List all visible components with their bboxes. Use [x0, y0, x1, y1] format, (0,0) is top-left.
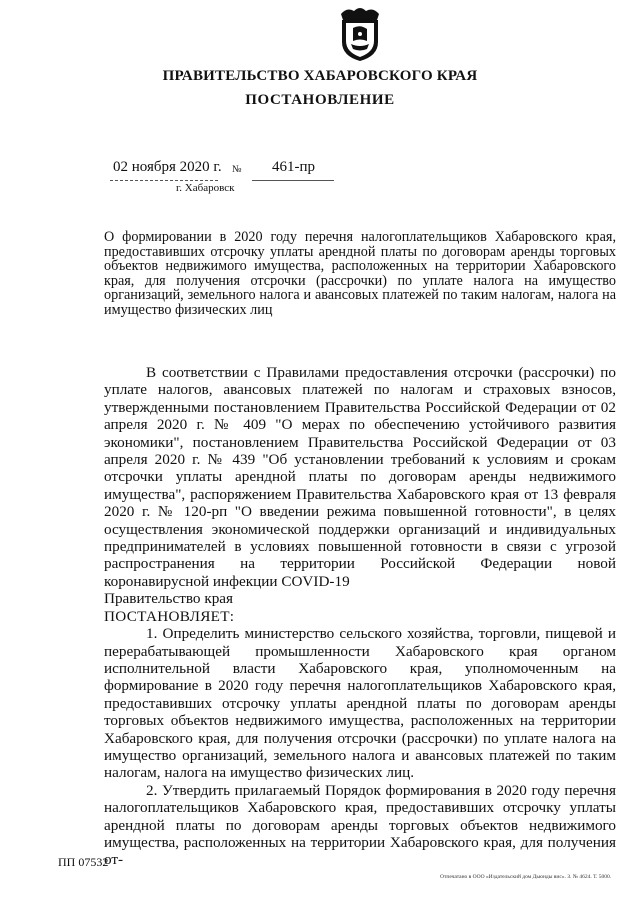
- document-body: [104, 364, 616, 869]
- printer-note: Отпечатано в ООО «Издательский дом Дьюнды вис». З. № 4624. Т. 5000.: [440, 874, 612, 880]
- item-1-paragraph: 1. Определить министерство сельского хозяйства, торговли, пищевой и перерабатывающей промышленности Хабаровского края органом исполнительной власти Хабаровского края, уполномоченным на формирование в 2020 году перечня налогоплательщиков Хабаровского края, предоставивших отсрочку уплаты арендной платы по договорам аренды торговых объектов недвижимого имущества, расположенных на территории Хабаровского края, для получения отсрочки (рассрочки) по уплате налога на имущество организаций, земельного налога и авансовых платежей по таким налогам, налога на имущество физических лиц.: [104, 625, 616, 782]
- document-type: ПОСТАНОВЛЕНИЕ: [245, 92, 395, 108]
- document-code: ПП 07532: [58, 855, 109, 869]
- number-sign: №: [232, 164, 242, 175]
- date-underline: [110, 180, 218, 181]
- document-subject: О формировании в 2020 году перечня налогоплательщиков Хабаровского края, предоставивших отсрочку уплаты арендной платы по договорам аренды торговых объектов недвижимого имущества, расположенных на территории Хабаровского края, для получения отсрочки (рассрочки) по уплате налога на имущество организаций, земельного налога и авансовых платежей по таким налогам, налога на имущество физических лиц: [104, 229, 616, 318]
- khabarovsk-coat-of-arms-icon: [337, 4, 383, 62]
- preamble-paragraph: В соответствии с Правилами предоставления отсрочки (рассрочки) по уплате налогов, авансовых платежей по налогам и страховых взносов, утвержденными постановлением Правительства Российской Федерации от 02 апреля 2020 г. № 409 "О мерах по обеспечению устойчивого развития экономики", постановлением Правительства Российской Федерации от 03 апреля 2020 г. № 439 "Об установлении требований к условиям и срокам отсрочки уплаты арендной платы по договорам аренды недвижимого имущества", распоряжением Правительства Хабаровского края от 13 февраля 2020 г. № 120-рп "О введении режима повышенной готовности", в целях осуществления экономической поддержки организаций и индивидуальных предпринимателей в условиях повышенной готовности в связи с угрозой распространения на территории Российской Федерации новой коронавирусной инфекции COVID-19: [104, 364, 616, 590]
- document-date: 02 ноября 2020 г.: [113, 159, 222, 175]
- issuer-line: Правительство края: [104, 590, 234, 608]
- item-2-paragraph: 2. Утвердить прилагаемый Порядок формирования в 2020 году перечня налогоплательщиков Хабаровского края, предоставивших отсрочку уплаты арендной платы по договорам аренды торговых объектов недвижимого имущества, расположенных на территории Хабаровского края, для получения от-: [104, 781, 616, 869]
- document-city: г. Хабаровск: [176, 182, 235, 194]
- number-underline: [252, 180, 334, 181]
- government-name: ПРАВИТЕЛЬСТВО ХАБАРОВСКОГО КРАЯ: [162, 68, 478, 84]
- decree-word: ПОСТАНОВЛЯЕТ:: [104, 607, 235, 625]
- document-number: 461-пр: [272, 159, 316, 175]
